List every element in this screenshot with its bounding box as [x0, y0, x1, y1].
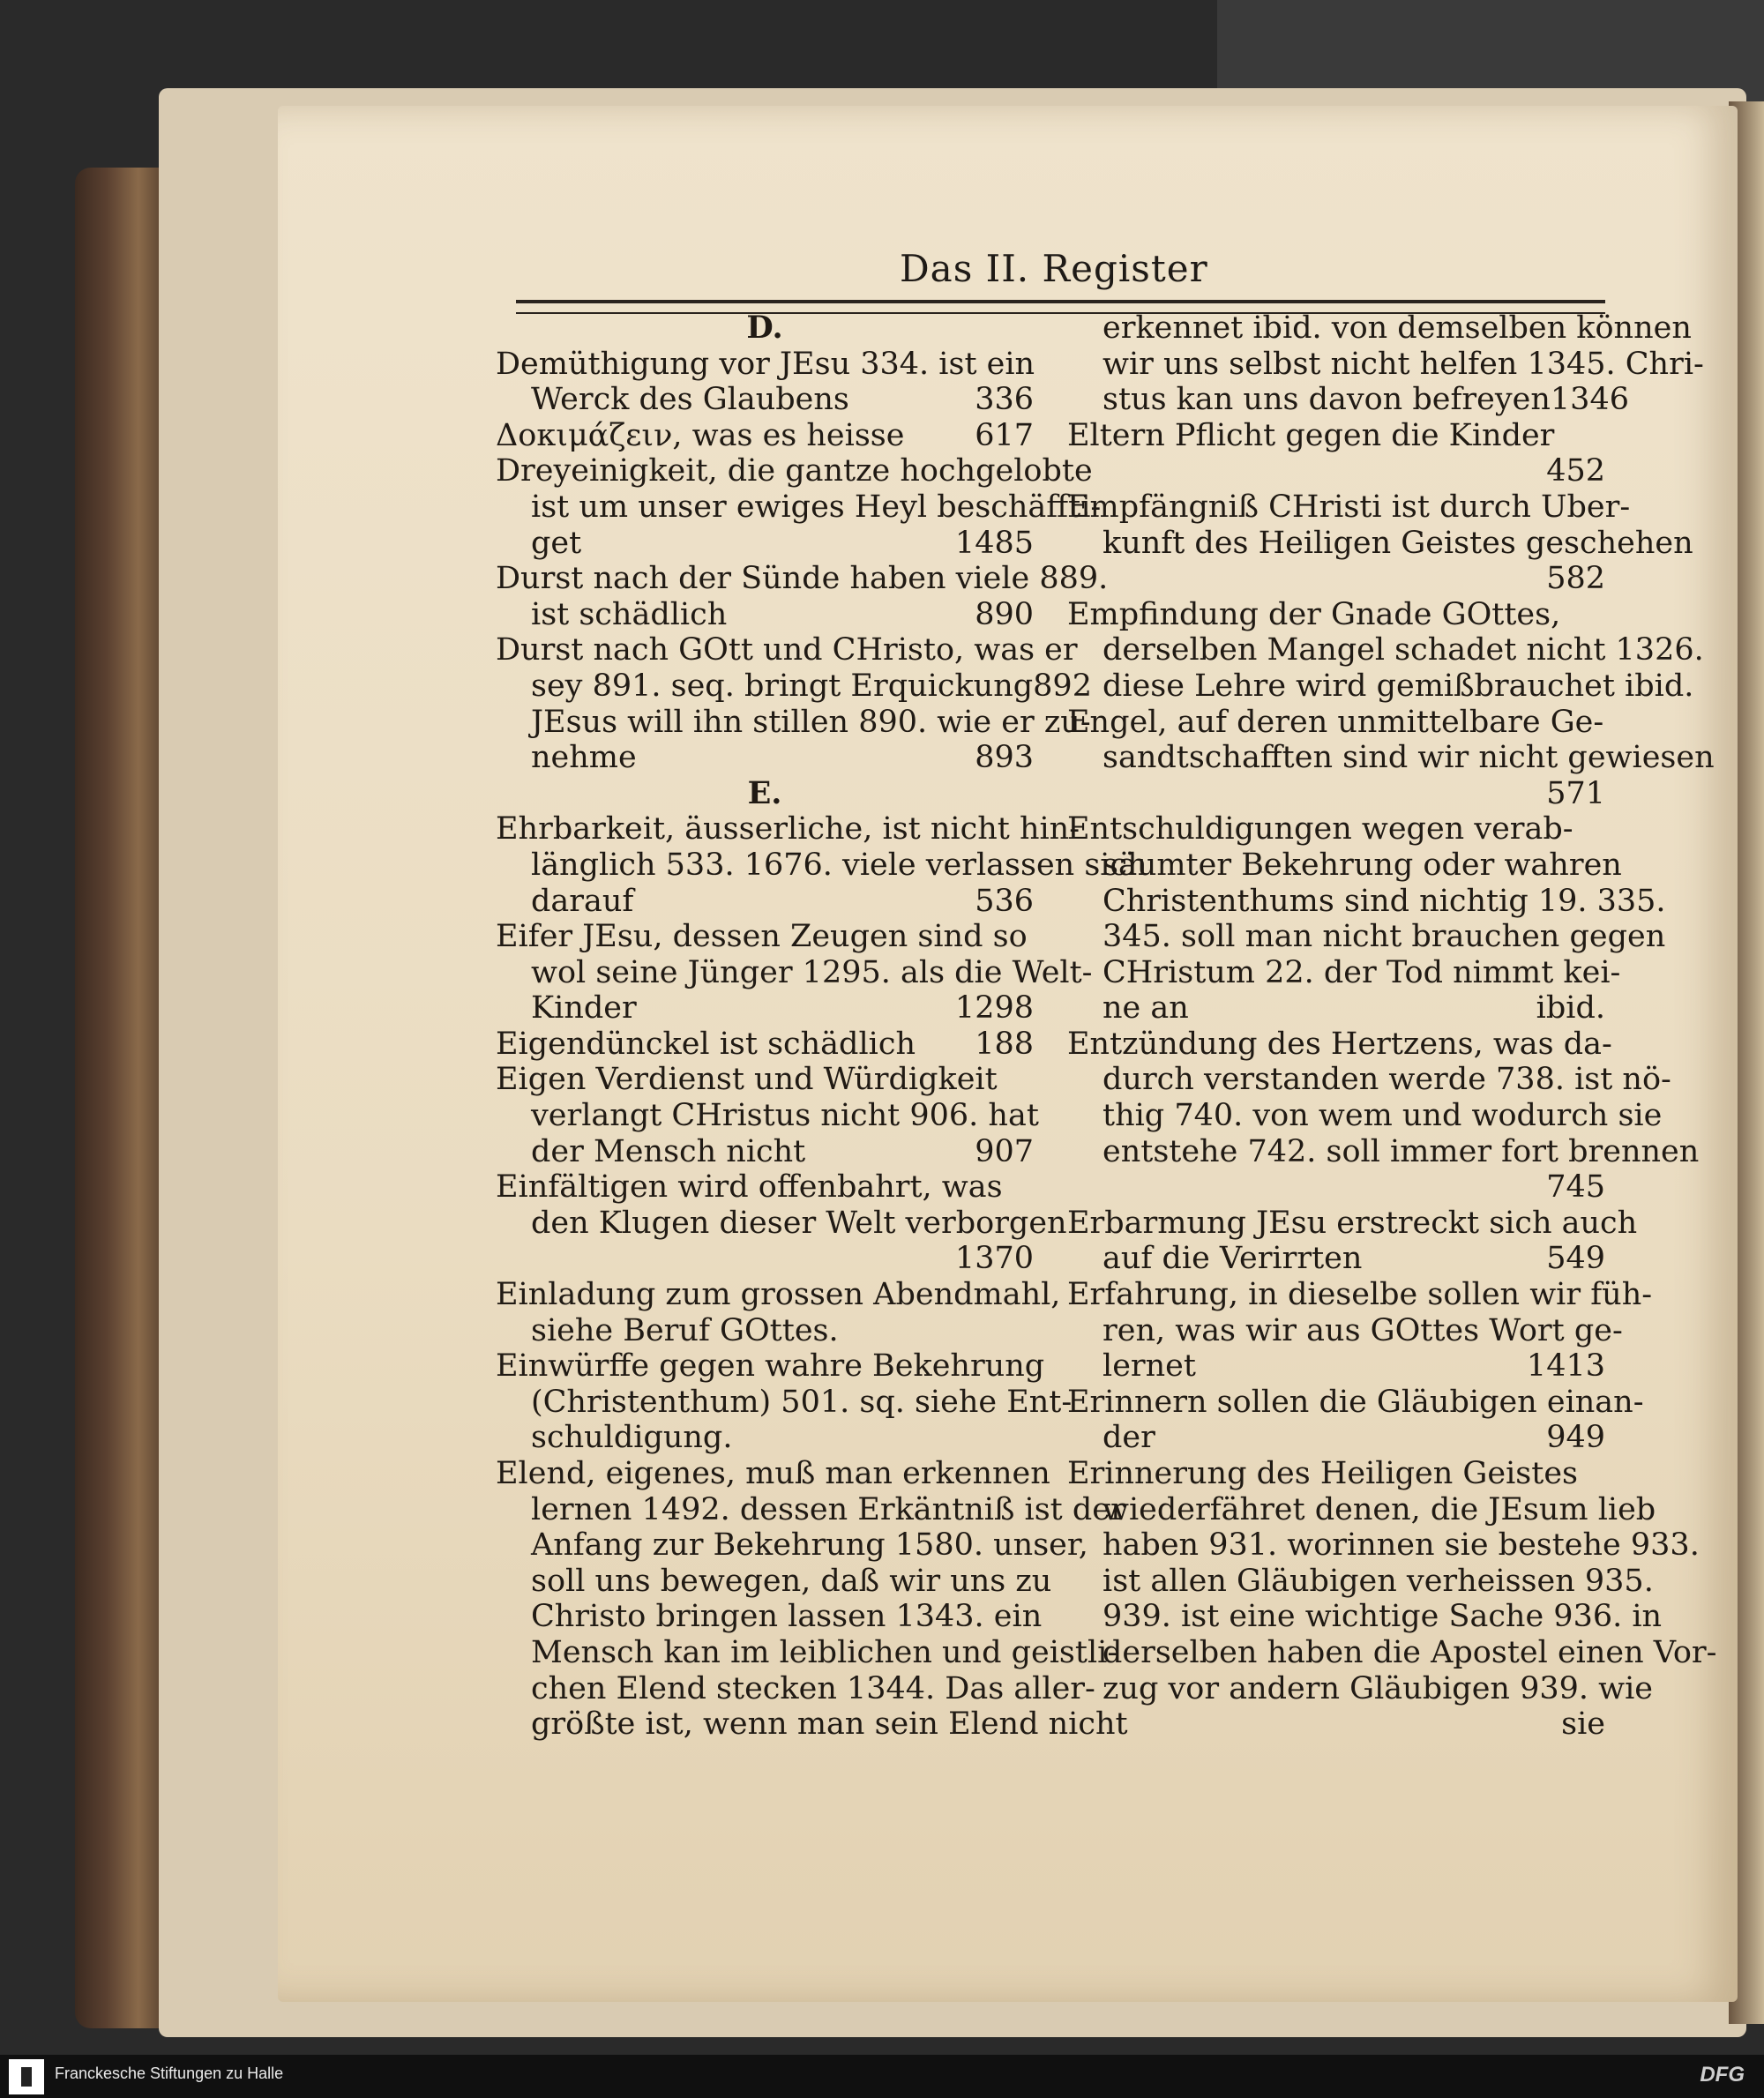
running-head: Das II. Register — [900, 247, 1208, 290]
index-line — [496, 1169, 1034, 1206]
index-text: darauf — [531, 883, 634, 919]
index-line — [496, 740, 1034, 776]
page-reference: 617 — [975, 417, 1034, 453]
index-text: haben 931. worinnen sie bestehe 933. — [1102, 1527, 1700, 1564]
index-text: der — [1102, 1420, 1155, 1456]
page-reference: 1413 — [1526, 1348, 1605, 1385]
index-text: CHristum 22. der Tod nimmt kei- — [1102, 954, 1621, 990]
index-line — [1067, 453, 1605, 489]
index-line — [1067, 489, 1631, 526]
index-text: erkennet ibid. von demselben können — [1102, 310, 1692, 346]
index-line — [496, 1527, 1088, 1564]
index-line — [496, 1563, 1052, 1600]
index-text: Durst nach GOtt und CHristo, was er — [496, 632, 1078, 668]
index-text: Christo bringen lassen 1343. ein — [531, 1599, 1043, 1635]
index-line — [496, 884, 1034, 920]
index-text: derselben haben die Apostel einen Vor- — [1102, 1634, 1717, 1670]
index-text: soll uns bewegen, daß wir uns zu — [531, 1563, 1052, 1599]
index-text: Erinnerung des Heiligen Geistes — [1067, 1456, 1578, 1491]
index-text: auf die Verirrten — [1102, 1241, 1363, 1277]
page-reference: 949 — [1546, 1420, 1605, 1456]
index-line — [496, 1599, 1043, 1635]
index-text: 345. soll man nicht brauchen gegen — [1102, 919, 1666, 955]
index-line — [1067, 382, 1629, 418]
index-text: ne an — [1102, 990, 1189, 1027]
index-line — [1067, 1062, 1671, 1098]
index-text: ist allen Gläubigen verheissen 935. — [1102, 1563, 1654, 1599]
index-line — [1067, 346, 1704, 383]
index-line — [496, 418, 1034, 454]
index-text: verlangt CHristus nicht 906. hat — [531, 1098, 1039, 1134]
index-text: Demüthigung vor JEsu 334. ist ein — [496, 346, 1035, 382]
page-reference: 893 — [975, 740, 1034, 776]
index-text: größte ist, wenn man sein Elend nicht — [531, 1706, 1128, 1743]
index-line — [496, 1277, 1061, 1313]
index-text: Einwürffe gegen wahre Bekehrung — [496, 1348, 1045, 1385]
index-line — [1067, 1670, 1654, 1707]
index-line — [1067, 776, 1605, 812]
index-text: Entzündung des Hertzens, was da- — [1067, 1026, 1612, 1062]
index-line — [1067, 561, 1605, 597]
page-reference: 452 — [1546, 453, 1605, 489]
index-text: Mensch kan im leiblichen und geistli- — [531, 1634, 1118, 1670]
index-text: sey 891. seq. bringt Erquickung — [531, 668, 1034, 704]
page-reference: 536 — [975, 883, 1034, 919]
index-line — [1067, 740, 1715, 776]
index-line — [496, 1241, 1034, 1277]
index-text: der Mensch nicht — [531, 1133, 806, 1169]
index-line — [1067, 310, 1692, 347]
index-line — [496, 668, 1092, 705]
index-line — [1067, 1563, 1654, 1600]
index-line — [496, 1491, 1125, 1528]
index-text: Entschuldigungen wegen verab- — [1067, 811, 1573, 847]
index-text: länglich 533. 1676. viele verlassen sich — [531, 847, 1147, 883]
index-line — [496, 1062, 1034, 1098]
index-column-right — [1067, 310, 1717, 1743]
index-line — [496, 1098, 1039, 1134]
index-line — [1067, 1312, 1623, 1349]
index-line — [496, 1634, 1118, 1671]
index-line — [496, 1205, 1067, 1242]
index-line — [496, 382, 1034, 418]
index-text: den Klugen dieser Welt verborgen — [531, 1205, 1067, 1241]
page-reference: 1298 — [954, 990, 1034, 1027]
index-text: chen Elend stecken 1344. Das aller- — [531, 1670, 1095, 1706]
index-text: lernet — [1102, 1348, 1196, 1385]
index-text: Eigen Verdienst und Würdigkeit — [496, 1062, 998, 1098]
index-line — [496, 632, 1078, 668]
dfg-logo: DFG — [1700, 2063, 1745, 2087]
index-line — [496, 1420, 1034, 1456]
index-text: sandtschafften sind wir nicht gewiesen — [1102, 740, 1715, 776]
index-line — [496, 489, 1102, 526]
index-line — [1067, 954, 1621, 991]
index-text: get — [531, 525, 582, 561]
index-text: E. — [747, 774, 782, 811]
index-line — [1067, 1706, 1605, 1743]
index-line — [1067, 919, 1666, 955]
footer-institution: Franckesche Stiftungen zu Halle — [55, 2064, 284, 2082]
index-text: Empfängniß CHristi ist durch Uber- — [1067, 489, 1631, 525]
page-reference: 907 — [975, 1133, 1034, 1169]
index-line — [1067, 847, 1622, 884]
page-reference: 582 — [1546, 561, 1605, 597]
index-line — [496, 1027, 1034, 1063]
index-text: schuldigung. — [531, 1420, 733, 1456]
index-line — [1067, 1491, 1656, 1528]
index-line — [496, 1456, 1050, 1492]
index-text: ist schädlich — [531, 596, 728, 632]
index-text: D. — [746, 310, 783, 346]
index-text: thig 740. von wem und wodurch sie — [1102, 1098, 1663, 1134]
index-line — [1067, 525, 1693, 562]
page-reference: sie — [1561, 1706, 1605, 1743]
index-text: Kinder — [531, 990, 637, 1027]
index-line — [496, 1313, 1034, 1349]
page-reference: 1485 — [954, 525, 1034, 561]
index-text: nehme — [531, 740, 637, 776]
page-reference: 745 — [1546, 1169, 1605, 1206]
index-line — [1067, 1348, 1605, 1385]
index-line — [1067, 705, 1605, 741]
index-line — [496, 1134, 1034, 1170]
index-line — [1067, 1634, 1717, 1671]
page-reference: 336 — [975, 382, 1034, 418]
index-line — [496, 811, 1080, 847]
index-line — [496, 453, 1093, 489]
index-line — [1067, 1384, 1644, 1421]
index-line — [1067, 1599, 1663, 1635]
index-text: wol seine Jünger 1295. als die Welt- — [531, 954, 1093, 990]
index-line — [496, 526, 1034, 562]
index-line — [496, 597, 1034, 633]
page-reference: 549 — [1546, 1241, 1605, 1277]
index-line — [496, 1348, 1045, 1385]
page-reference: 571 — [1546, 775, 1605, 811]
index-text: Dreyeinigkeit, die gantze hochgelobte — [496, 453, 1093, 489]
index-text: siehe Beruf GOttes. — [531, 1312, 839, 1348]
institution-logo-icon — [9, 2059, 44, 2094]
index-text: kunft des Heiligen Geistes geschehen — [1102, 525, 1693, 561]
index-line — [1067, 1098, 1663, 1134]
index-line — [1067, 1026, 1612, 1063]
index-text: durch verstanden werde 738. ist nö- — [1102, 1062, 1671, 1098]
index-text: zug vor andern Gläubigen 939. wie — [1102, 1670, 1654, 1706]
index-line — [1067, 418, 1605, 454]
index-text: Einladung zum grossen Abendmahl, — [496, 1277, 1061, 1313]
index-text: Werck des Glaubens — [531, 382, 849, 418]
page-reference: 890 — [975, 596, 1034, 632]
index-line — [1067, 668, 1694, 705]
index-line — [1067, 597, 1605, 633]
index-text: Einfältigen wird offenbahrt, was — [496, 1169, 1003, 1206]
index-line — [1067, 1133, 1700, 1170]
index-text: Eltern Pflicht gegen die Kinder — [1067, 417, 1555, 453]
index-text: (Christenthum) 501. sq. siehe Ent- — [531, 1384, 1073, 1420]
index-line — [1067, 1241, 1605, 1277]
page-reference: 1346 — [1550, 382, 1629, 418]
index-text: Erinnern sollen die Gläubigen einan- — [1067, 1384, 1644, 1420]
index-text: Empfindung der Gnade GOttes, — [1067, 596, 1561, 632]
index-text: Durst nach der Sünde haben viele 889. — [496, 561, 1109, 597]
index-text: JEsus will ihn stillen 890. wie er zu- — [531, 704, 1091, 740]
page-reference: 1370 — [954, 1241, 1034, 1277]
index-line — [496, 1670, 1095, 1707]
index-line — [1067, 1277, 1653, 1313]
index-line — [1067, 632, 1704, 668]
index-text: stus kan uns davon befreyen — [1102, 382, 1551, 418]
index-text: Elend, eigenes, muß man erkennen — [496, 1456, 1050, 1491]
index-line — [1067, 1169, 1605, 1206]
index-line — [496, 1384, 1073, 1421]
index-line — [496, 347, 1034, 383]
index-text: Eigendünckel ist schädlich — [496, 1026, 916, 1062]
section-letter — [496, 310, 1034, 347]
index-text: derselben Mangel schadet nicht 1326. — [1102, 632, 1704, 668]
index-text: Δοκιμάζειν, was es heisse — [496, 417, 905, 453]
index-text: ist um unser ewiges Heyl beschäffti- — [531, 489, 1102, 525]
index-line — [1067, 1205, 1638, 1242]
index-line — [1067, 1420, 1605, 1456]
index-line — [496, 847, 1147, 884]
index-text: Anfang zur Bekehrung 1580. unser, — [531, 1527, 1088, 1564]
index-text: ren, was wir aus GOttes Wort ge- — [1102, 1312, 1623, 1348]
index-text: Christenthums sind nichtig 19. 335. — [1102, 883, 1666, 919]
index-text: entstehe 742. soll immer fort brennen — [1102, 1133, 1700, 1169]
index-line — [496, 954, 1093, 991]
page-reference: 892 — [1033, 668, 1092, 704]
index-text: wiederfähret denen, die JEsum lieb — [1102, 1491, 1656, 1527]
index-text: Engel, auf deren unmittelbare Ge- — [1067, 704, 1604, 740]
index-line — [496, 561, 1109, 597]
page-reference: 188 — [975, 1026, 1034, 1062]
index-line — [1067, 1527, 1700, 1564]
index-text: Eifer JEsu, dessen Zeugen sind so — [496, 919, 1028, 955]
index-line — [1067, 990, 1605, 1027]
index-text: säumter Bekehrung oder wahren — [1102, 847, 1622, 883]
section-letter — [496, 776, 1034, 812]
index-line — [1067, 883, 1666, 920]
index-text: Erbarmung JEsu erstreckt sich auch — [1067, 1205, 1638, 1241]
index-text: Ehrbarkeit, äusserliche, ist nicht hin- — [496, 811, 1080, 847]
index-line — [496, 704, 1091, 741]
index-line — [496, 919, 1034, 955]
index-text: wir uns selbst nicht helfen 1345. Chri- — [1102, 346, 1704, 382]
index-text: lernen 1492. dessen Erkäntniß ist der — [531, 1491, 1125, 1527]
index-text: diese Lehre wird gemißbrauchet ibid. — [1102, 668, 1694, 704]
page-reference: ibid. — [1536, 990, 1605, 1027]
index-text: Erfahrung, in dieselbe sollen wir füh- — [1067, 1277, 1653, 1313]
index-line — [1067, 1456, 1605, 1492]
index-line — [1067, 811, 1605, 847]
index-line — [496, 990, 1034, 1027]
index-line — [496, 1706, 1128, 1743]
index-text: 939. ist eine wichtige Sache 936. in — [1102, 1599, 1663, 1635]
